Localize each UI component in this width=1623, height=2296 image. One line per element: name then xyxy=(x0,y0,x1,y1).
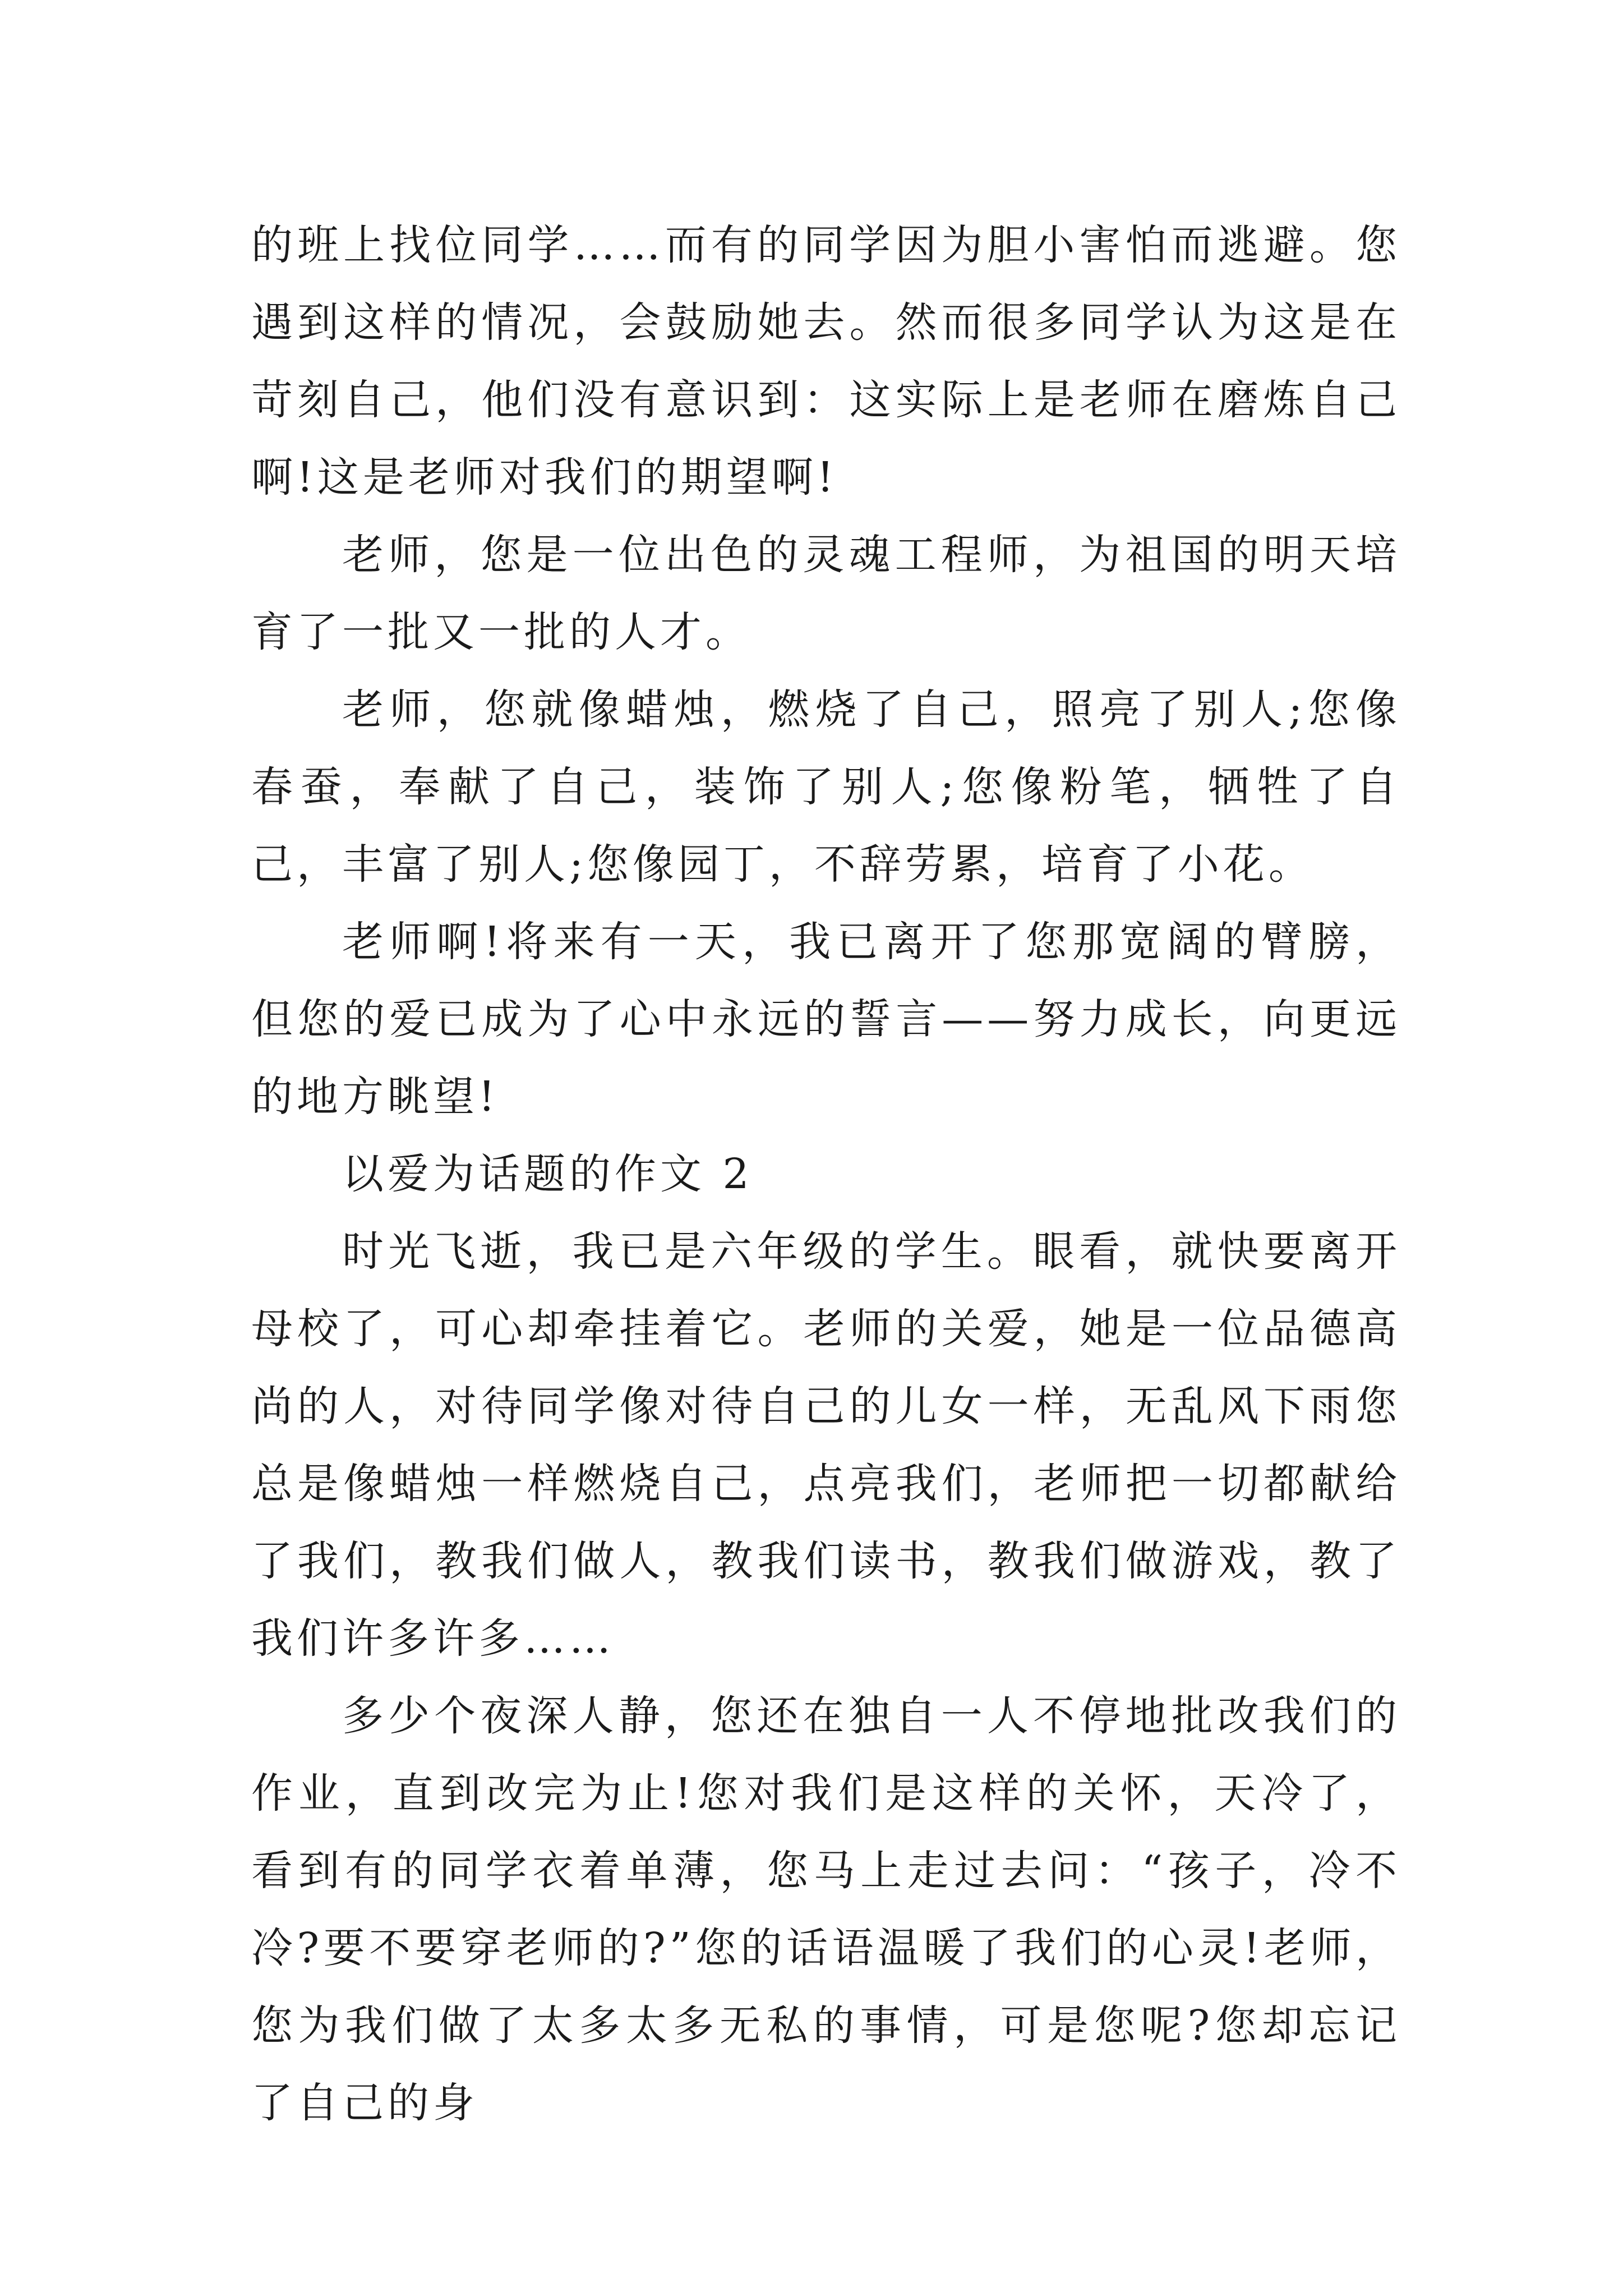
paragraph-soul-engineer: 老师，您是一位出色的灵魂工程师，为祖国的明天培育了一批又一批的人才。 xyxy=(251,531,1401,656)
document-body xyxy=(251,206,1401,2142)
paragraph-late-nights: 多少个夜深人静，您还在独自一人不停地批改我们的作业，直到改完为止!您对我们是这样的关怀，天冷了，看到有的同学衣着单薄，您马上走过去问：“孩子，冷不冷?要不要穿老师的?”您的话语温暖了我们的心灵!老师，您为我们做了太多太多无私的事情，可是您呢?您却忘记了自己的身 xyxy=(251,1692,1401,2127)
essay-heading: 以爱为话题的作文 2 xyxy=(342,1150,753,1198)
paragraph-candle-metaphor: 老师，您就像蜡烛，燃烧了自己，照亮了别人;您像春蚕，奉献了自己，装饰了别人;您像粉笔，牺牲了自己，丰富了别人;您像园丁，不辞劳累，培育了小花。 xyxy=(251,685,1401,889)
paragraph-future-promise: 老师啊!将来有一天，我已离开了您那宽阔的臂膀，但您的爱已成为了心中永远的誓言——努力成长，向更远的地方眺望! xyxy=(251,918,1401,1121)
paragraph-continued: 的班上找位同学……而有的同学因为胆小害怕而逃避。您遇到这样的情况，会鼓励她去。然而很多同学认为这是在苛刻自己，他们没有意识到：这实际上是老师在磨炼自己啊!这是老师对我们的期望啊! xyxy=(251,221,1401,501)
paragraph-time-flies: 时光飞逝，我已是六年级的学生。眼看，就快要离开母校了，可心却牵挂着它。老师的关爱，她是一位品德高尚的人，对待同学像对待自己的儿女一样，无乱风下雨您总是像蜡烛一样燃烧自己，点亮我们，老师把一切都献给了我们，教我们做人，教我们读书，教我们做游戏，教了我们许多许多…… xyxy=(251,1227,1401,1663)
